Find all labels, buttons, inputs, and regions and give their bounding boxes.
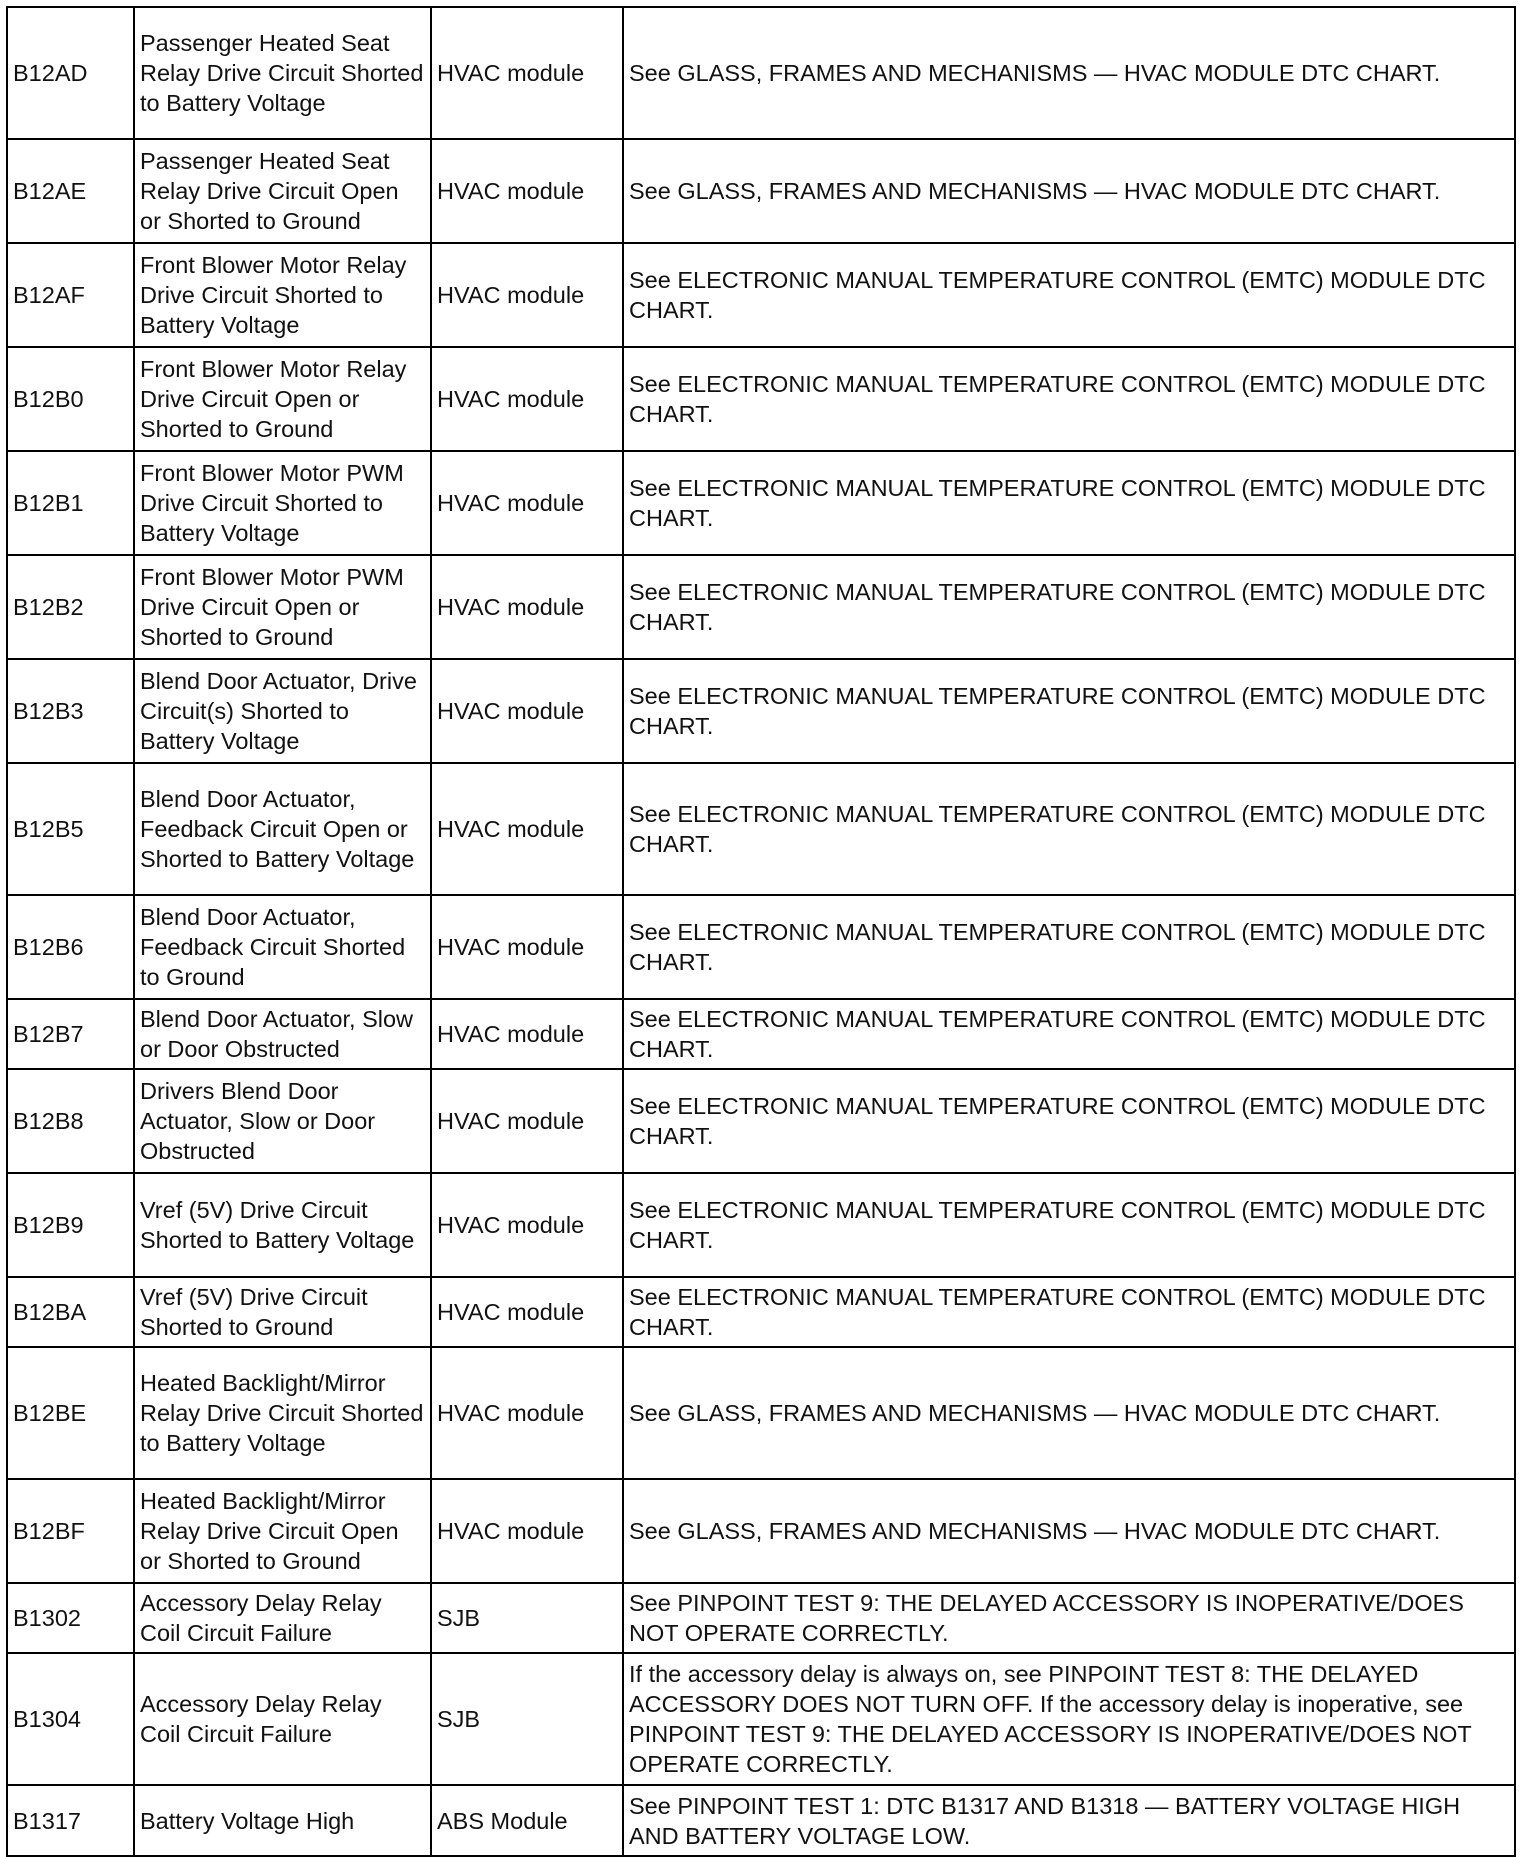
dtc-action: See PINPOINT TEST 1: DTC B1317 AND B1318 — BATTERY VOLTAGE HIGH AND BATTERY VOLTAGE LOW. — [623, 1785, 1515, 1856]
table-row — [7, 659, 1515, 763]
table-row — [7, 555, 1515, 659]
dtc-description: Heated Backlight/Mirror Relay Drive Circuit Shorted to Battery Voltage — [134, 1347, 431, 1479]
table-row — [7, 1653, 1515, 1785]
dtc-source: HVAC module — [431, 1173, 623, 1277]
table-row — [7, 1785, 1515, 1856]
table-row — [7, 999, 1515, 1069]
dtc-action: See ELECTRONIC MANUAL TEMPERATURE CONTROL (EMTC) MODULE DTC CHART. — [623, 659, 1515, 763]
dtc-description: Blend Door Actuator, Slow or Door Obstructed — [134, 999, 431, 1069]
dtc-source: ABS Module — [431, 1785, 623, 1856]
dtc-action: See ELECTRONIC MANUAL TEMPERATURE CONTROL (EMTC) MODULE DTC CHART. — [623, 451, 1515, 555]
table-row — [7, 451, 1515, 555]
table-row — [7, 1583, 1515, 1653]
table-row — [7, 763, 1515, 895]
dtc-description: Vref (5V) Drive Circuit Shorted to Ground — [134, 1277, 431, 1347]
dtc-action: See GLASS, FRAMES AND MECHANISMS — HVAC MODULE DTC CHART. — [623, 7, 1515, 139]
dtc-code: B12B0 — [7, 347, 134, 451]
dtc-source: HVAC module — [431, 1277, 623, 1347]
dtc-code: B12B9 — [7, 1173, 134, 1277]
dtc-description: Accessory Delay Relay Coil Circuit Failure — [134, 1583, 431, 1653]
dtc-source: HVAC module — [431, 1347, 623, 1479]
dtc-code: B12BA — [7, 1277, 134, 1347]
dtc-code: B12B6 — [7, 895, 134, 999]
dtc-action: See GLASS, FRAMES AND MECHANISMS — HVAC MODULE DTC CHART. — [623, 1479, 1515, 1583]
dtc-code: B12AD — [7, 7, 134, 139]
dtc-source: HVAC module — [431, 999, 623, 1069]
dtc-code: B12B2 — [7, 555, 134, 659]
dtc-code: B12AF — [7, 243, 134, 347]
dtc-code: B1317 — [7, 1785, 134, 1856]
dtc-source: HVAC module — [431, 7, 623, 139]
table-row — [7, 7, 1515, 139]
dtc-action: See GLASS, FRAMES AND MECHANISMS — HVAC MODULE DTC CHART. — [623, 139, 1515, 243]
dtc-code: B12AE — [7, 139, 134, 243]
dtc-source: HVAC module — [431, 451, 623, 555]
dtc-description: Front Blower Motor PWM Drive Circuit Shorted to Battery Voltage — [134, 451, 431, 555]
dtc-description: Accessory Delay Relay Coil Circuit Failure — [134, 1653, 431, 1785]
dtc-action: See ELECTRONIC MANUAL TEMPERATURE CONTROL (EMTC) MODULE DTC CHART. — [623, 1173, 1515, 1277]
dtc-description: Battery Voltage High — [134, 1785, 431, 1856]
table-row — [7, 1173, 1515, 1277]
dtc-description: Passenger Heated Seat Relay Drive Circuit Open or Shorted to Ground — [134, 139, 431, 243]
dtc-description: Front Blower Motor Relay Drive Circuit Open or Shorted to Ground — [134, 347, 431, 451]
dtc-code: B1302 — [7, 1583, 134, 1653]
dtc-code: B12B8 — [7, 1069, 134, 1173]
table-row — [7, 243, 1515, 347]
table-row — [7, 347, 1515, 451]
dtc-action: See ELECTRONIC MANUAL TEMPERATURE CONTROL (EMTC) MODULE DTC CHART. — [623, 1277, 1515, 1347]
table-row — [7, 895, 1515, 999]
dtc-action: See ELECTRONIC MANUAL TEMPERATURE CONTROL (EMTC) MODULE DTC CHART. — [623, 1069, 1515, 1173]
dtc-code: B12B3 — [7, 659, 134, 763]
table-row — [7, 1277, 1515, 1347]
dtc-action: See PINPOINT TEST 9: THE DELAYED ACCESSORY IS INOPERATIVE/DOES NOT OPERATE CORRECTLY. — [623, 1583, 1515, 1653]
table-row — [7, 1347, 1515, 1479]
dtc-action: See ELECTRONIC MANUAL TEMPERATURE CONTROL (EMTC) MODULE DTC CHART. — [623, 763, 1515, 895]
table-row — [7, 1479, 1515, 1583]
table-row — [7, 1069, 1515, 1173]
dtc-source: SJB — [431, 1653, 623, 1785]
dtc-source: HVAC module — [431, 555, 623, 659]
dtc-source: HVAC module — [431, 347, 623, 451]
dtc-code: B12B5 — [7, 763, 134, 895]
dtc-source: HVAC module — [431, 243, 623, 347]
dtc-chart-table — [6, 6, 1516, 1857]
dtc-action: See ELECTRONIC MANUAL TEMPERATURE CONTROL (EMTC) MODULE DTC CHART. — [623, 555, 1515, 659]
dtc-description: Vref (5V) Drive Circuit Shorted to Battery Voltage — [134, 1173, 431, 1277]
dtc-source: HVAC module — [431, 895, 623, 999]
dtc-description: Front Blower Motor Relay Drive Circuit Shorted to Battery Voltage — [134, 243, 431, 347]
dtc-action: See GLASS, FRAMES AND MECHANISMS — HVAC MODULE DTC CHART. — [623, 1347, 1515, 1479]
dtc-source: SJB — [431, 1583, 623, 1653]
dtc-code: B12BF — [7, 1479, 134, 1583]
dtc-code: B1304 — [7, 1653, 134, 1785]
dtc-action: See ELECTRONIC MANUAL TEMPERATURE CONTROL (EMTC) MODULE DTC CHART. — [623, 895, 1515, 999]
dtc-action: See ELECTRONIC MANUAL TEMPERATURE CONTROL (EMTC) MODULE DTC CHART. — [623, 243, 1515, 347]
dtc-action: See ELECTRONIC MANUAL TEMPERATURE CONTROL (EMTC) MODULE DTC CHART. — [623, 999, 1515, 1069]
dtc-description: Blend Door Actuator, Feedback Circuit Shorted to Ground — [134, 895, 431, 999]
dtc-description: Drivers Blend Door Actuator, Slow or Door Obstructed — [134, 1069, 431, 1173]
dtc-source: HVAC module — [431, 659, 623, 763]
dtc-code: B12B7 — [7, 999, 134, 1069]
dtc-code: B12B1 — [7, 451, 134, 555]
dtc-action: See ELECTRONIC MANUAL TEMPERATURE CONTROL (EMTC) MODULE DTC CHART. — [623, 347, 1515, 451]
dtc-source: HVAC module — [431, 1479, 623, 1583]
dtc-description: Blend Door Actuator, Feedback Circuit Open or Shorted to Battery Voltage — [134, 763, 431, 895]
dtc-description: Blend Door Actuator, Drive Circuit(s) Shorted to Battery Voltage — [134, 659, 431, 763]
table-row — [7, 139, 1515, 243]
dtc-source: HVAC module — [431, 1069, 623, 1173]
dtc-code: B12BE — [7, 1347, 134, 1479]
dtc-source: HVAC module — [431, 763, 623, 895]
dtc-description: Front Blower Motor PWM Drive Circuit Open or Shorted to Ground — [134, 555, 431, 659]
dtc-action: If the accessory delay is always on, see PINPOINT TEST 8: THE DELAYED ACCESSORY DOES NOT TURN OFF. If the accessory delay is inoperative, see PINPOINT TEST 9: THE DELAYED ACCESSORY IS INOPERATIVE/DOES NOT OPERATE CORRECTLY. — [623, 1653, 1515, 1785]
dtc-description: Passenger Heated Seat Relay Drive Circuit Shorted to Battery Voltage — [134, 7, 431, 139]
dtc-source: HVAC module — [431, 139, 623, 243]
dtc-description: Heated Backlight/Mirror Relay Drive Circuit Open or Shorted to Ground — [134, 1479, 431, 1583]
